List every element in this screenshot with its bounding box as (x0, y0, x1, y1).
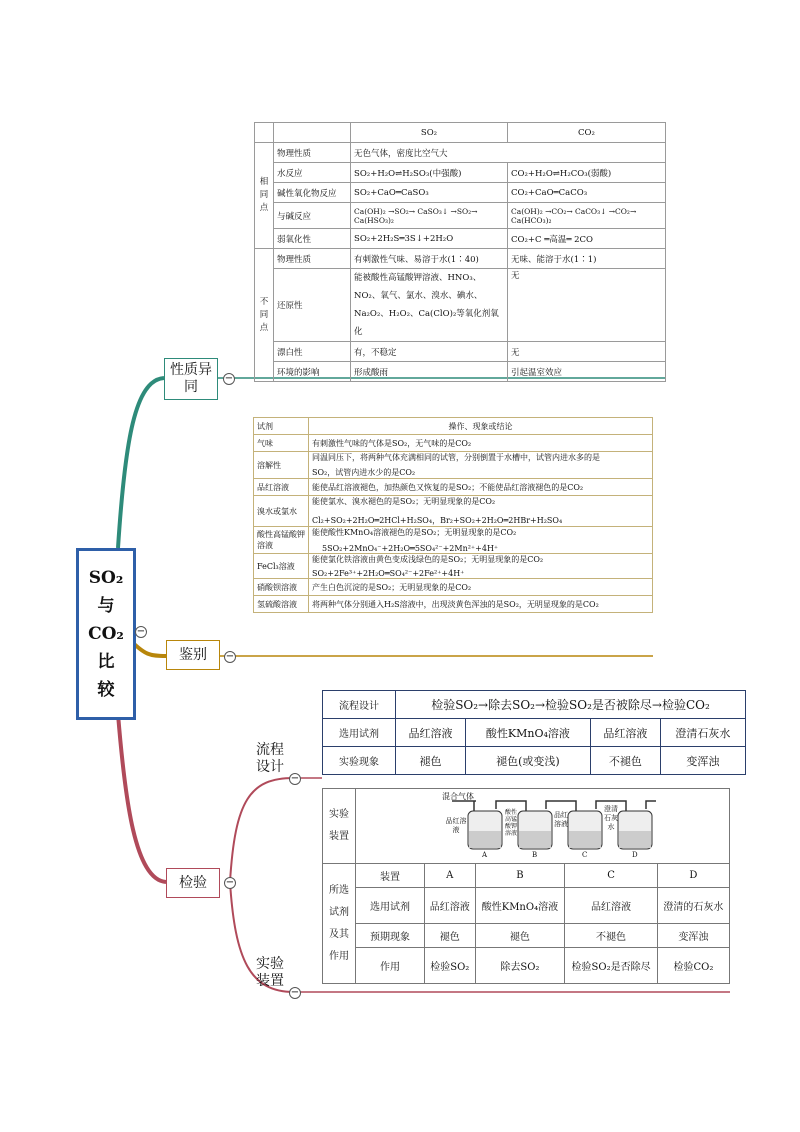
table-row (323, 924, 730, 948)
result-line: Cl₂+SO₂+2H₂O═2HCl+H₂SO₄，Br₂+SO₂+2H₂O═2HBr+H₂SO₄ (312, 516, 563, 525)
reagent-cell: 品红溶液 (425, 888, 476, 924)
result-line: 将两种气体分别通入H₂S溶液中，出现淡黄色浑浊的是SO₂，无明显现象的是CO₂ (312, 599, 599, 609)
apparatus-table (322, 788, 730, 984)
phenom-cell: 褪色 (425, 924, 476, 948)
reagent-label: 选用试剂 (323, 719, 396, 747)
table-row (255, 163, 666, 183)
header-cell: 试剂 (254, 418, 309, 435)
branch-props (118, 378, 164, 548)
branch-flow (230, 778, 294, 882)
mixed-gas-label: 混合气体 (442, 792, 474, 801)
table-row (254, 452, 653, 479)
header-cell: 操作、现象或结论 (309, 418, 653, 435)
apparatus-collapse-icon[interactable]: − (290, 987, 300, 998)
root-topic[interactable] (76, 548, 136, 720)
root-line: CO₂ (88, 624, 124, 644)
prop-cell: 漂白性 (274, 342, 351, 362)
root-line: 与 (97, 596, 115, 616)
reagent-cell: 酸性高锰酸钾溶液 (254, 527, 309, 554)
design-label: 流程设计 (323, 691, 396, 719)
so2-cell: 有刺激性气味、易溶于水(1∶40) (351, 249, 508, 269)
reagent-cell: 品红溶液 (396, 719, 466, 747)
table-row (323, 888, 730, 924)
device-label: 实验装置 (323, 789, 356, 864)
result-line: 能使氯化铁溶液由黄色变成浅绿色的是SO₂；无明显现象的是CO₂ (312, 555, 544, 564)
col-header: 装置 (356, 864, 425, 888)
role-cell: 检验SO₂是否除尽 (565, 948, 658, 984)
row-label: 选用试剂 (356, 888, 425, 924)
node-flow[interactable]: 流程设计 (256, 742, 284, 775)
result-line: SO₂，试管内进水少的是CO₂ (312, 468, 416, 477)
reagent-cell: 澄清的石灰水 (657, 888, 729, 924)
result-cell (309, 435, 653, 452)
design-cell: 检验SO₂→除去SO₂→检验SO₂是否被除尽→检验CO₂ (396, 691, 746, 719)
co2-cell: CO₂+H₂O⇌H₂CO₃(弱酸) (508, 163, 666, 183)
result-cell (309, 579, 653, 596)
table-row (323, 864, 730, 888)
bottle-id: C (582, 851, 588, 859)
table-row (255, 342, 666, 362)
reagent-cell: 氢硫酸溶液 (254, 596, 309, 613)
result-cell (309, 496, 653, 527)
table-row (254, 554, 653, 579)
flow-collapse-icon[interactable]: − (290, 773, 300, 784)
table-row (255, 143, 666, 163)
co2-cell: 引起温室效应 (508, 362, 666, 382)
table-row (255, 362, 666, 382)
reagent-cell: 酸性KMnO₄溶液 (475, 888, 565, 924)
root-line: 比 (97, 652, 115, 672)
co2-cell: CO₂+C ═高温═ 2CO (508, 229, 666, 249)
result-cell (309, 554, 653, 579)
table-row (323, 747, 746, 775)
bottle-id: D (632, 851, 638, 859)
table-row (254, 479, 653, 496)
prop-cell: 弱氧化性 (274, 229, 351, 249)
result-line: 5SO₂+2MnO₄⁻+2H₂O═5SO₄²⁻+2Mn²⁺+4H⁺ (322, 544, 499, 553)
reagent-cell: FeCl₃溶液 (254, 554, 309, 579)
co2-cell: 无味、能溶于水(1∶1) (508, 249, 666, 269)
flow-table (322, 690, 746, 775)
root-line: SO₂ (88, 568, 124, 588)
bottle-label: 酸性高锰酸钾溶液 (504, 809, 517, 837)
result-line: 能使品红溶液褪色，加热颜色又恢复的是SO₂；不能使品红溶液褪色的是CO₂ (312, 482, 584, 492)
co2-cell: Ca(OH)₂ →CO₂→ CaCO₃↓ →CO₂→ Ca(HCO₃)₂ (508, 203, 666, 229)
co2-cell: 无 (508, 269, 666, 342)
side-label: 所选试剂及其作用 (323, 864, 356, 984)
table-row (255, 203, 666, 229)
result-line: 有刺激性气味的气体是SO₂，无气味的是CO₂ (312, 438, 472, 448)
table-row (254, 579, 653, 596)
table-row (255, 183, 666, 203)
bottle-col-header: B (475, 864, 565, 888)
prop-cell: 水反应 (274, 163, 351, 183)
reagent-cell: 溶解性 (254, 452, 309, 479)
result-cell (309, 527, 653, 554)
reagent-cell: 酸性KMnO₄溶液 (465, 719, 590, 747)
root-line: 较 (97, 680, 115, 700)
so2-cell: 有，不稳定 (351, 342, 508, 362)
node-identify[interactable]: 鉴别 (166, 640, 220, 670)
result-line: 能使氯水、溴水褪色的是SO₂；无明显现象的是CO₂ (312, 497, 496, 506)
bottle-col-header: A (425, 864, 476, 888)
so2-cell: SO₂+H₂O⇌H₂SO₃(中强酸) (351, 163, 508, 183)
role-cell: 除去SO₂ (475, 948, 565, 984)
branch-detect (118, 714, 166, 882)
node-apparatus[interactable]: 实验装置 (256, 956, 284, 989)
bottle-col-header: D (657, 864, 729, 888)
so2-cell: 能被酸性高锰酸钾溶液、HNO₃、NO₂、氧气、氯水、溴水、碘水、Na₂O₂、H₂O₂、Ca(ClO)₂等氧化剂氧化 (351, 269, 508, 342)
header-cell: CO₂ (508, 123, 666, 143)
table-row (323, 691, 746, 719)
compare-table (254, 122, 666, 382)
co2-cell: 无 (508, 342, 666, 362)
table-row (254, 496, 653, 527)
so2-cell: SO₂+CaO═CaSO₃ (351, 183, 508, 203)
header-cell (274, 123, 351, 143)
phenom-cell: 褪色(或变浅) (465, 747, 590, 775)
phenom-label: 实验现象 (323, 747, 396, 775)
prop-cell: 环境的影响 (274, 362, 351, 382)
phenom-cell: 褪色 (396, 747, 466, 775)
identify-table (253, 417, 653, 613)
bottle-label: 品红溶液 (554, 811, 568, 828)
phenom-cell: 变浑浊 (660, 747, 745, 775)
table-row (323, 789, 730, 864)
so2-cell: SO₂+2H₂S═3S↓+2H₂O (351, 229, 508, 249)
table-row (323, 719, 746, 747)
header-cell: SO₂ (351, 123, 508, 143)
table-row (254, 527, 653, 554)
header-cell (255, 123, 274, 143)
reagent-cell: 品红溶液 (254, 479, 309, 496)
result-line: 同温同压下，将两种气体充满相同的试管，分别倒置于水槽中，试管内进水多的是 (312, 453, 600, 462)
reagent-cell: 澄清石灰水 (660, 719, 745, 747)
table-row (255, 269, 666, 342)
prop-cell: 碱性氧化物反应 (274, 183, 351, 203)
row-label: 预期现象 (356, 924, 425, 948)
identify-collapse-icon[interactable]: − (225, 651, 235, 662)
apparatus-diagram (356, 789, 730, 864)
same-label: 相同点 (255, 143, 274, 249)
role-cell: 检验CO₂ (657, 948, 729, 984)
result-line: SO₂+2Fe³⁺+2H₂O═SO₄²⁻+2Fe²⁺+4H⁺ (312, 569, 465, 578)
gas-wash-bottles-diagram (356, 789, 726, 863)
so2-cell: 无色气体，密度比空气大 (351, 143, 666, 163)
prop-cell: 还原性 (274, 269, 351, 342)
root-collapse-icon[interactable]: − (136, 626, 146, 637)
reagent-cell: 溴水或氯水 (254, 496, 309, 527)
role-cell: 检验SO₂ (425, 948, 476, 984)
row-label: 作用 (356, 948, 425, 984)
bottle-id: A (482, 851, 488, 859)
result-cell (309, 452, 653, 479)
phenom-cell: 褪色 (475, 924, 565, 948)
reagent-cell: 硝酸钡溶液 (254, 579, 309, 596)
bottle-label: 品红溶液 (445, 817, 467, 834)
diff-label: 不同点 (255, 249, 274, 382)
result-line: 产生白色沉淀的是SO₂；无明显现象的是CO₂ (312, 582, 472, 592)
detect-collapse-icon[interactable]: − (225, 877, 235, 888)
table-row (323, 948, 730, 984)
so2-cell: Ca(OH)₂ →SO₂→ CaSO₃↓ →SO₂→ Ca(HSO₃)₂ (351, 203, 508, 229)
props-collapse-icon[interactable]: − (224, 373, 234, 384)
result-cell (309, 596, 653, 613)
table-row (255, 249, 666, 269)
so2-cell: 形成酸雨 (351, 362, 508, 382)
node-detect[interactable]: 检验 (166, 868, 220, 898)
phenom-cell: 变浑浊 (657, 924, 729, 948)
node-props[interactable]: 性质异同 (164, 358, 218, 400)
prop-cell: 与碱反应 (274, 203, 351, 229)
reagent-cell: 品红溶液 (590, 719, 660, 747)
prop-cell: 物理性质 (274, 143, 351, 163)
prop-cell: 物理性质 (274, 249, 351, 269)
co2-cell: CO₂+CaO═CaCO₃ (508, 183, 666, 203)
result-cell (309, 479, 653, 496)
reagent-cell: 品红溶液 (565, 888, 658, 924)
table-row (254, 596, 653, 613)
table-row (254, 435, 653, 452)
reagent-cell: 气味 (254, 435, 309, 452)
bottle-id: B (532, 851, 538, 859)
table-row (255, 229, 666, 249)
result-line: 能使酸性KMnO₄溶液褪色的是SO₂；无明显现象的是CO₂ (312, 528, 517, 537)
phenom-cell: 不褪色 (590, 747, 660, 775)
bottle-col-header: C (565, 864, 658, 888)
bottle-label: 澄清石灰水 (604, 805, 618, 831)
phenom-cell: 不褪色 (565, 924, 658, 948)
